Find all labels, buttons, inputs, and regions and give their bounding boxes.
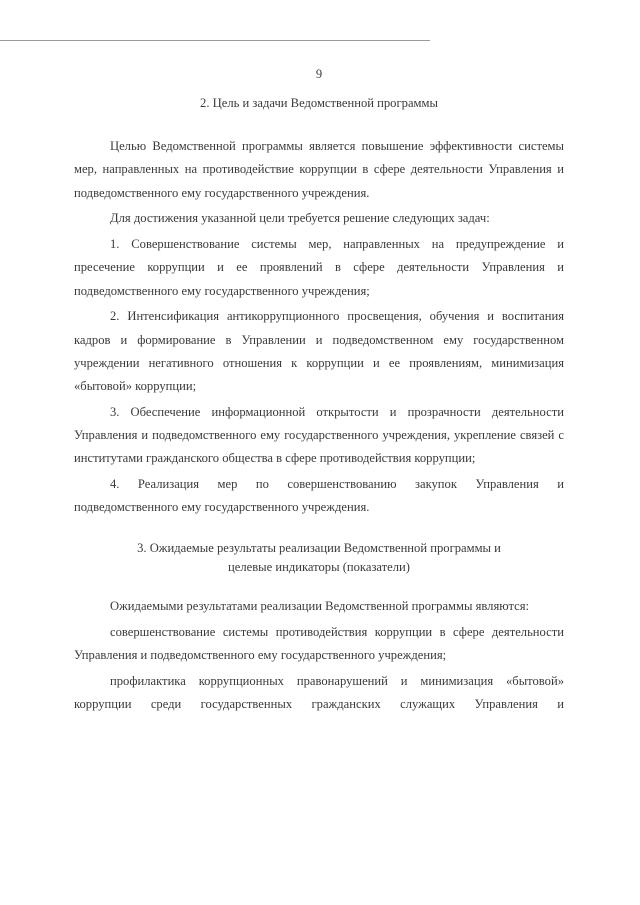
page-number: 9 [315, 67, 323, 81]
section-3-heading [74, 539, 564, 577]
section-2-paragraph-goal: Целью Ведомственной программы является повышение эффективности системы мер, направленных на противодействие коррупции в сфере деятельности Управления и подведомственного ему государственного учреждения. [74, 139, 564, 200]
section-2-task-3: 3. Обеспечение информационной открытости и прозрачности деятельности Управления и подведомственного ему государственного учреждения, укрепление связей с институтами гражданского общества в сфере противодействия коррупции; [74, 404, 564, 466]
section-2-task-4: 4. Реализация мер по совершенствованию закупок Управления и подведомственного ему государственного учреждения. [74, 477, 564, 515]
section-2-heading: 2. Цель и задачи Ведомственной программы [200, 96, 438, 110]
section-3-paragraph-results-intro: Ожидаемыми результатами реализации Ведомственной программы являются: [110, 599, 530, 614]
section-2-task-1: 1. Совершенствование системы мер, направленных на предупреждение и пресечение коррупции и ее проявлений в сфере деятельности Управления и подведомственного ему государственного учреждения; [74, 237, 564, 298]
section-3-result-1: совершенствование системы противодействия коррупции в сфере деятельности Управления и подведомственного ему государственного учреждения; [74, 625, 564, 663]
document-page [74, 62, 564, 719]
section-3-result-2: профилактика коррупционных правонарушений и минимизация «бытовой» коррупции среди государственных гражданских служащих Управления и [74, 674, 564, 712]
scan-edge-line [0, 40, 430, 41]
section-2-task-2: 2. Интенсификация антикоррупционного просвещения, обучения и воспитания кадров и формирование в Управлении и подведомственном ему государственном учреждении негативного отношения к коррупции и ее проявлениям, минимизация «бытовой» коррупции; [74, 309, 564, 394]
section-2-paragraph-tasks-intro: Для достижения указанной цели требуется решение следующих задач: [110, 211, 490, 226]
section-3-heading-line-2: целевые индикаторы (показатели) [227, 560, 410, 575]
section-3-heading-line-1: 3. Ожидаемые результаты реализации Ведомственной программы и [137, 541, 501, 556]
